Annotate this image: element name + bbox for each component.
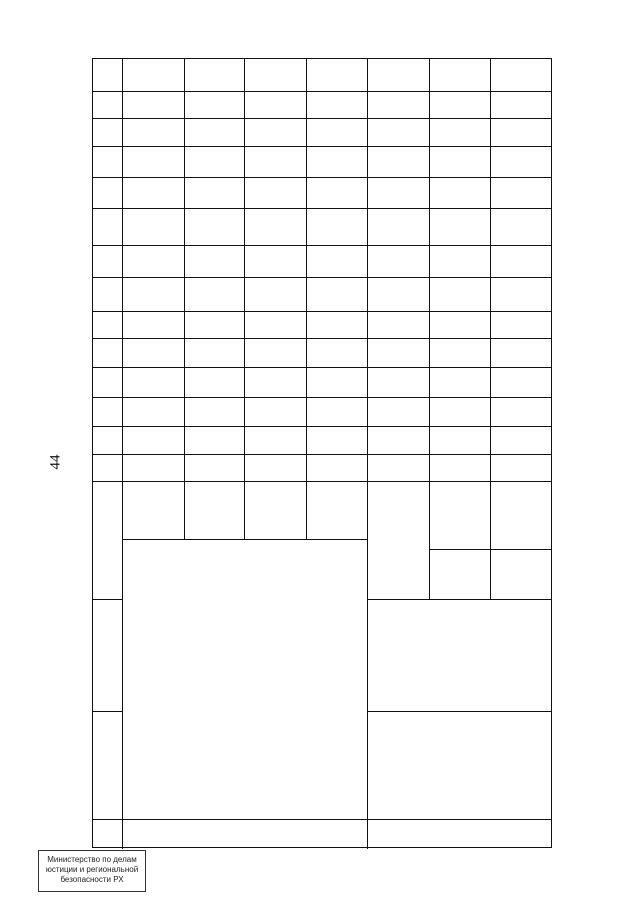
grid-line (93, 819, 551, 820)
grid-line (367, 59, 368, 849)
grid-line (93, 711, 122, 712)
stamp-line-2: юстиции и региональной (45, 865, 139, 874)
grid-line (306, 481, 307, 539)
grid-line (244, 481, 245, 539)
grid-line (429, 481, 430, 599)
grid-line (93, 277, 551, 278)
grid-line (93, 91, 551, 92)
grid-line (429, 59, 430, 481)
grid-line (93, 311, 551, 312)
grid-line (93, 367, 551, 368)
grid-line (367, 599, 551, 600)
data-table (92, 58, 552, 848)
grid-line (367, 711, 551, 712)
grid-line (93, 397, 551, 398)
registration-stamp (38, 850, 146, 892)
grid-line (490, 59, 491, 481)
grid-line (490, 481, 491, 599)
stamp-line-3: безопасности РХ (60, 875, 124, 884)
grid-line (93, 426, 551, 427)
grid-line (93, 177, 551, 178)
grid-line (122, 539, 367, 540)
grid-line (306, 59, 307, 481)
page-number: 44 (47, 454, 64, 470)
grid-line (93, 118, 551, 119)
grid-line (429, 549, 551, 550)
grid-line (93, 338, 551, 339)
stamp-line-1: Министерство по делам (47, 855, 137, 864)
grid-line (93, 599, 122, 600)
grid-line (93, 245, 551, 246)
grid-line (184, 59, 185, 481)
grid-line (93, 481, 551, 482)
grid-line (93, 208, 551, 209)
grid-line (244, 59, 245, 481)
grid-line (184, 481, 185, 539)
grid-line (93, 146, 551, 147)
grid-line (122, 59, 123, 849)
grid-line (93, 454, 551, 455)
